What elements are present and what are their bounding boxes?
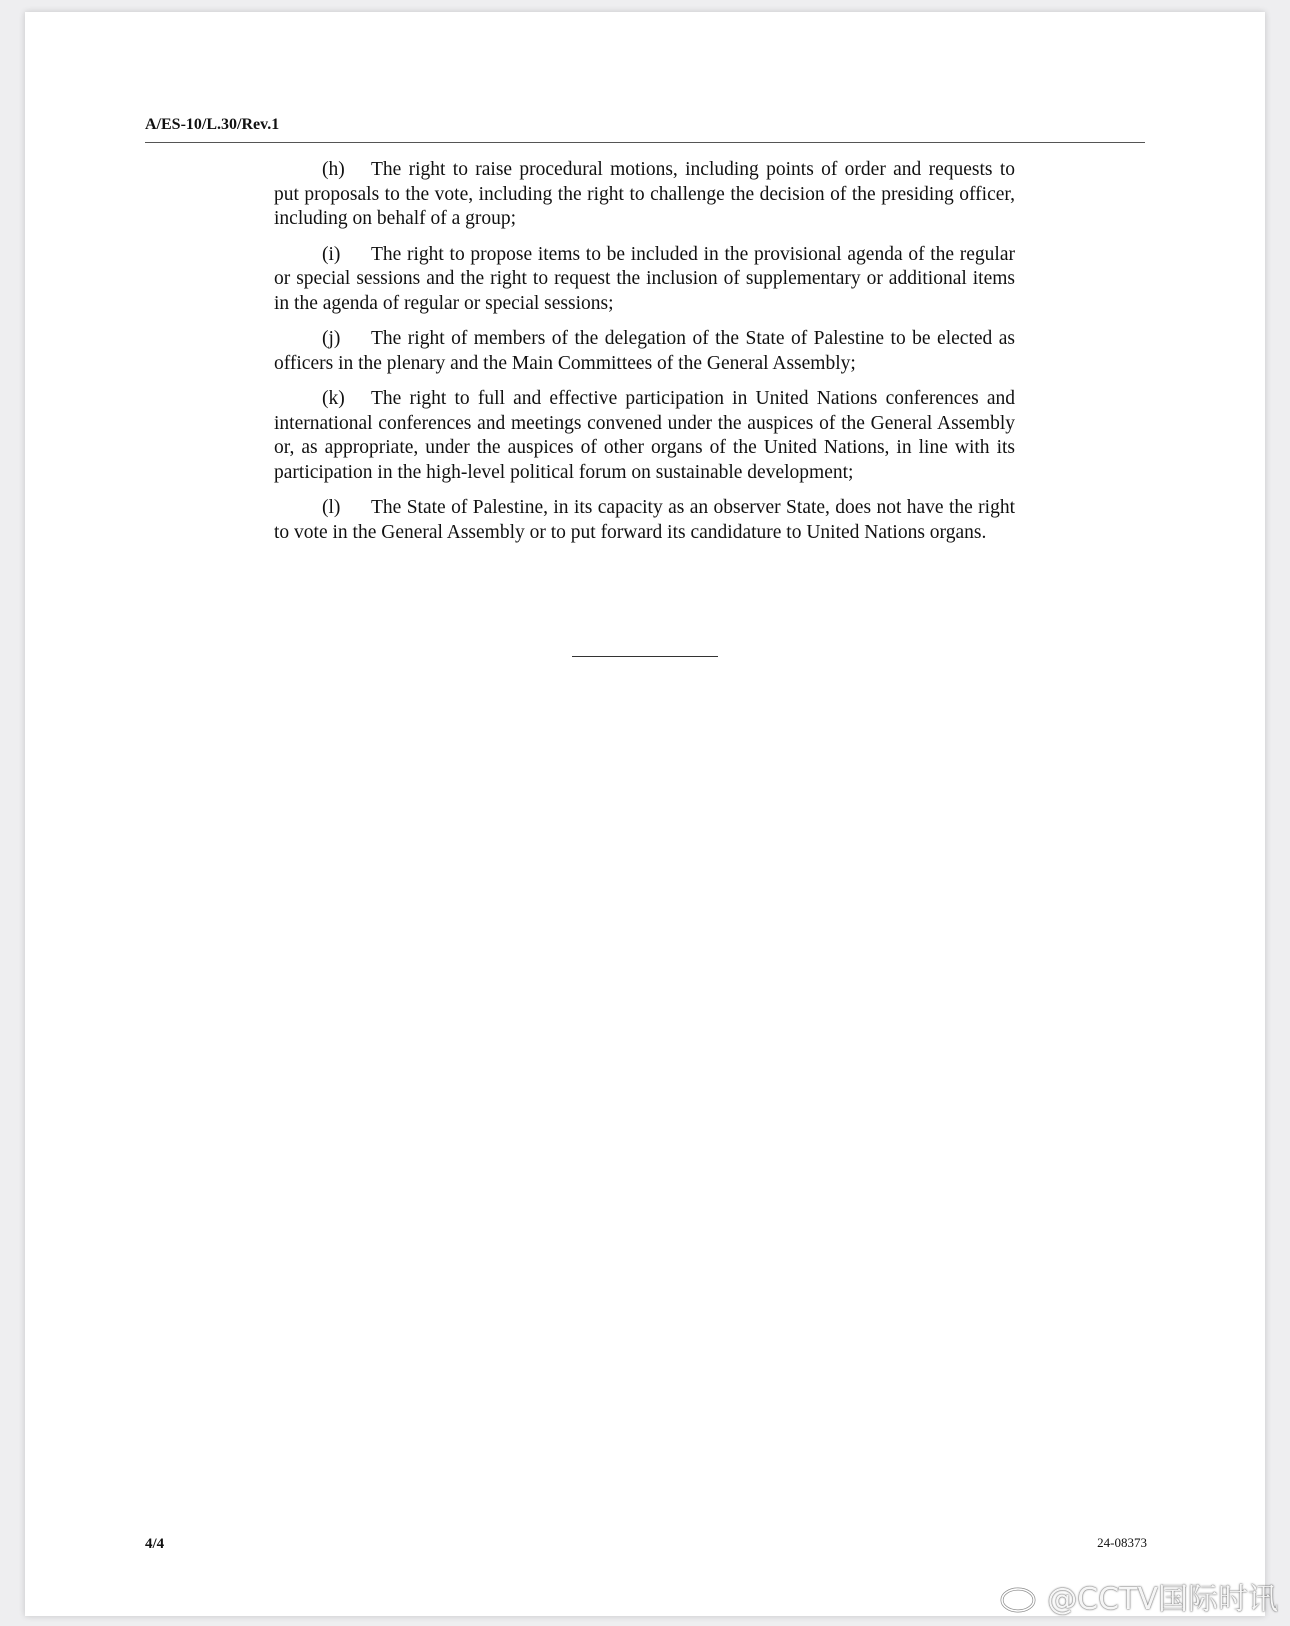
paragraph-text: The right to full and effective participation in United Nations conferences and international conferences and meetings convened under the auspices of the General Assembly or, as appropriate, under the auspices of other organs of the United Nations, in line with its participation in the high-level political forum on sustainable development;: [274, 388, 1015, 483]
watermark: [999, 1574, 1278, 1618]
job-number: 24-08373: [1097, 1535, 1147, 1550]
document-symbol: A/ES-10/L.30/Rev.1: [145, 116, 280, 133]
paragraph-h: [274, 158, 1015, 232]
paragraph-label: (k): [322, 388, 345, 409]
paragraph-l: [274, 496, 1015, 545]
paragraph-i: [274, 243, 1015, 317]
weibo-icon: [999, 1578, 1043, 1614]
end-of-document-rule: [572, 656, 718, 657]
paragraph-text: The State of Palestine, in its capacity as an observer State, does not have the right to vote in the General Assembly or to put forward its candidature to United Nations organs.: [274, 497, 1015, 543]
paragraph-label: (l): [322, 497, 341, 518]
paragraph-k: [274, 387, 1015, 485]
page-number: 4/4: [145, 1536, 165, 1552]
paragraph-text: The right to propose items to be included in the provisional agenda of the regular or special sessions and the right to request the inclusion of supplementary or additional items in the agenda of regular or special sessions;: [274, 243, 1015, 314]
header-rule: [145, 142, 1145, 143]
paragraph-label: (i): [322, 243, 341, 265]
watermark-text: @CCTV国际时讯: [1047, 1582, 1278, 1617]
paragraph-text: The right to raise procedural motions, including points of order and requests to put proposals to the vote, including the right to challenge the decision of the presiding officer, including on behalf of a group;: [274, 159, 1015, 229]
paragraph-label: (j): [322, 328, 341, 349]
document-body: [274, 158, 1015, 556]
paragraph-label: (h): [322, 159, 345, 180]
paragraph-j: [274, 327, 1015, 376]
paragraph-text: The right of members of the delegation of the State of Palestine to be elected as officers in the plenary and the Main Committees of the General Assembly;: [274, 328, 1015, 374]
document-page: [25, 12, 1265, 1616]
